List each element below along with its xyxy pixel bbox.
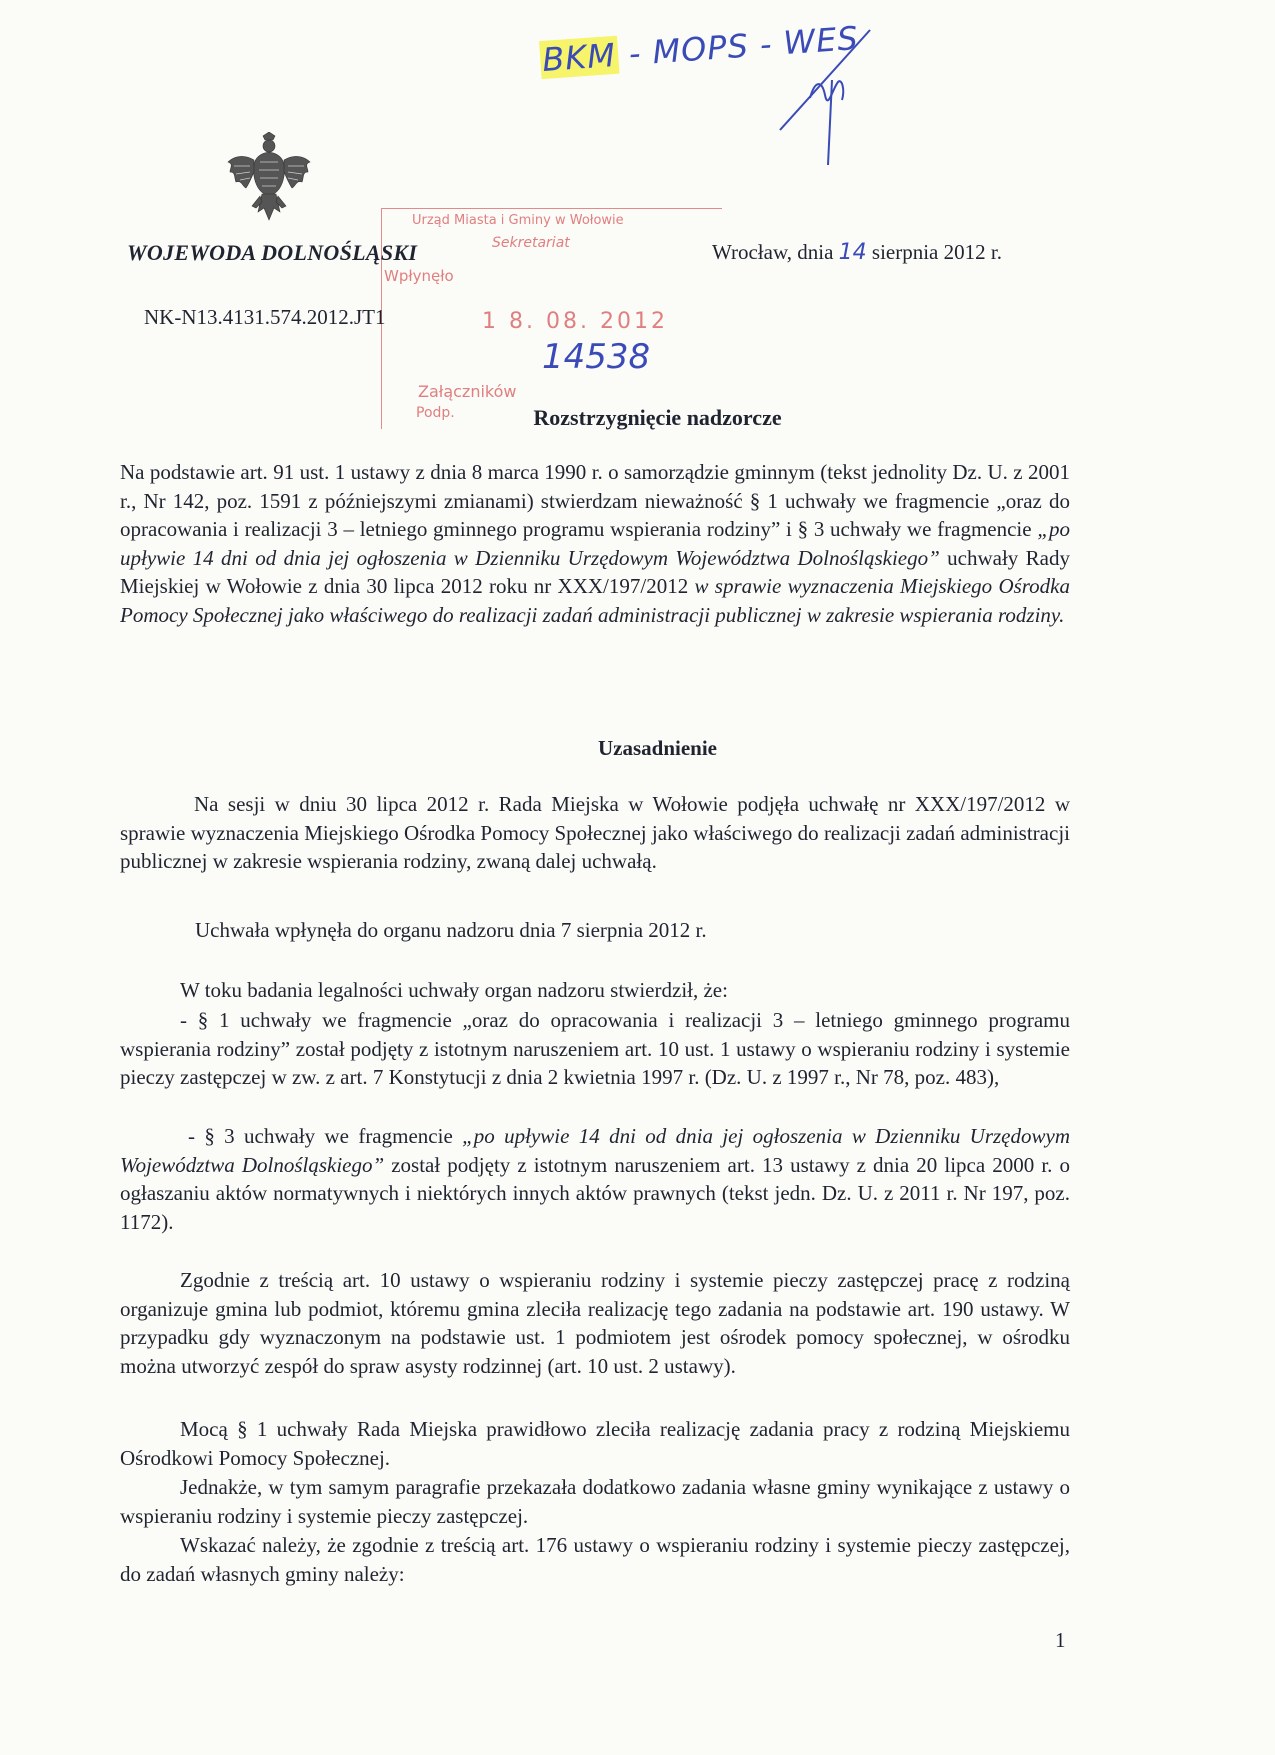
- justification-heading: Uzasadnienie: [597, 736, 717, 760]
- paragraph: Mocą § 1 uchwały Rada Miejska prawidłowo zleciła realizację zadania pracy z rodziną Miejskiemu Ośrodkowi Pomocy Społecznej.: [120, 1417, 1070, 1470]
- finding-item: [120, 1122, 1070, 1236]
- stamp-secretariat: Sekretariat: [492, 235, 570, 251]
- finding-item: - § 1 uchwały we fragmencie „oraz do opracowania i realizacji 3 – letniego gminnego programu wspierania rodziny” został podjęty z istotnym naruszeniem art. 10 ust. 1 ustawy o wspieraniu rodziny i systemie pieczy zastępczej w zw. z art. 7 Konstytucji z dnia 2 kwietnia 1997 r. (Dz. U. z 1997 r., Nr 78, poz. 483),: [120, 1008, 1070, 1089]
- stamp-received-label: Wpłynęło: [384, 267, 454, 285]
- stamp-signed-label: Podp.: [416, 405, 455, 421]
- date-suffix: sierpnia 2012 r.: [866, 240, 1002, 264]
- finding-text-c: został podjęty z istotnym naruszeniem art. 13 ustawy z dnia 20 lipca 2000 r. o ogłaszaniu aktów normatywnych i niektórych innych aktów prawnych (tekst jedn. Dz. U. z 2011 r. Nr 197, poz. 1172).: [120, 1152, 1070, 1234]
- intro-text-a: Na podstawie art. 91 ust. 1 ustawy z dnia 8 marca 1990 r. o samorządzie gminnym (tekst jednolity Dz. U. z 2001 r., Nr 142, poz. 1591 z późniejszymi zmianami) stwierdzam nieważność § 1 uchwały we fragmencie „oraz do opracowania i realizacji 3 – letniego gminnego programu wspierania rodziny” i § 3 uchwały we fragmencie: [120, 460, 1070, 541]
- finding-text-a: - § 3 uchwały we fragmencie: [188, 1124, 463, 1148]
- decision-paragraph: [120, 458, 1070, 629]
- paragraph: Zgodnie z treścią art. 10 ustawy o wspieraniu rodziny i systemie pieczy zastępczej pracę z rodziną organizuje gmina lub podmiot, któremu gmina zleciła realizację tego zadania na podstawie art. 190 ustawy. W przypadku gdy wyznaczonym na podstawie ust. 1 podmiotem jest ośrodek pomocy społecznej, w ośrodku można utworzyć zespół do spraw asysty rodzinnej (art. 10 ust. 2 ustawy).: [120, 1268, 1070, 1378]
- routing-departments: - MOPS - WES: [616, 18, 860, 74]
- date-day-handwritten: 14: [838, 240, 867, 265]
- issuing-authority: WOJEWODA DOLNOŚLĄSKI: [127, 240, 418, 265]
- case-number: NK-N13.4131.574.2012.JT1: [144, 305, 386, 329]
- handwritten-signature-check: [770, 20, 890, 170]
- stamp-attachments-label: Załączników: [418, 382, 517, 401]
- paragraph: Jednakże, w tym samym paragrafie przekazała dodatkowo zadania własne gminy wynikające z ustawy o wspieraniu rodziny i systemie pieczy zastępczej.: [120, 1475, 1070, 1528]
- date-prefix: Wrocław, dnia: [712, 240, 839, 264]
- received-stamp: [381, 208, 722, 429]
- paragraph: W toku badania legalności uchwały organ nadzoru stwierdził, że:: [180, 978, 728, 1002]
- page-number: 1: [1055, 1628, 1066, 1652]
- intro-subject: w sprawie wyznaczenia Miejskiego Ośrodka Pomocy Społecznej jako właściwego do realizacji zadań administracji publicznej w zakresie wspierania rodziny.: [120, 574, 1070, 627]
- stamp-received-date: 1 8. 08. 2012: [482, 309, 668, 334]
- stamp-handwritten-number: 14538: [542, 337, 651, 377]
- place-and-date: [712, 240, 1002, 265]
- finding-quote: „po upływie 14 dni od dnia jej ogłoszenia w Dzienniku Urzędowym Województwa Dolnośląskiego”: [120, 1124, 1070, 1177]
- paragraph: Wskazać należy, że zgodnie z treścią art. 176 ustawy o wspieraniu rodziny i systemie pieczy zastępczej, do zadań własnych gminy należy:: [120, 1533, 1070, 1586]
- paragraph: Na sesji w dniu 30 lipca 2012 r. Rada Miejska w Wołowie podjęła uchwałę nr XXX/197/2012 w sprawie wyznaczenia Miejskiego Ośrodka Pomocy Społecznej jako właściwego do realizacji zadań administracji publicznej w zakresie wspierania rodziny, zwaną dalej uchwałą.: [120, 792, 1070, 873]
- stamp-office: Urząd Miasta i Gminy w Wołowie: [412, 213, 624, 228]
- paragraph: Uchwała wpłynęła do organu nadzoru dnia 7 sierpnia 2012 r.: [195, 918, 707, 942]
- document-title: Rozstrzygnięcie nadzorcze: [533, 405, 782, 430]
- intro-quote: „po upływie 14 dni od dnia jej ogłoszenia w Dzienniku Urzędowym Województwa Dolnośląskiego”: [120, 517, 1070, 570]
- highlighted-code: BKM: [541, 35, 618, 79]
- polish-eagle-emblem-icon: [226, 132, 312, 224]
- intro-text-c: uchwały Rady Miejskiej w Wołowie z dnia 30 lipca 2012 roku nr XXX/197/2012: [120, 545, 1070, 598]
